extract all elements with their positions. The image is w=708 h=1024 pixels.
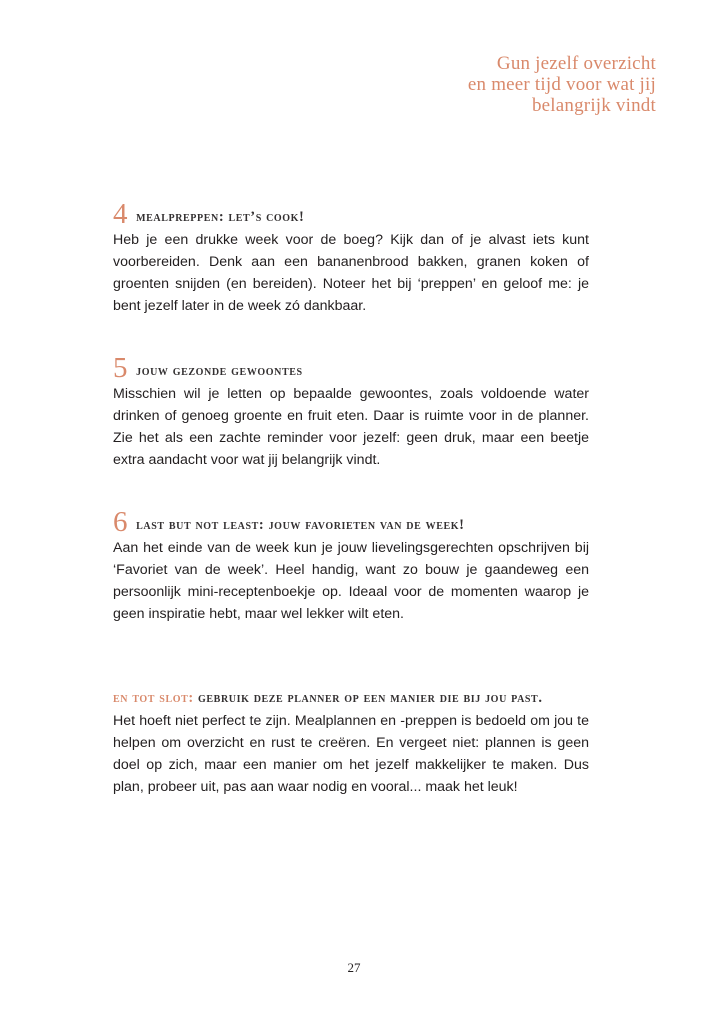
section-body: Het hoeft niet perfect te zijn. Mealplannen en -preppen is bedoeld om jou te helpen om overzicht en rust te creëren. En vergeet niet: plannen is geen doel op zich, maar een manier om het jezelf makkelijker te maken. Dus plan, probeer uit, pas aan waar nodig en vooral... maak het leuk! xyxy=(113,713,589,795)
section-body: Misschien wil je letten op bepaalde gewoontes, zoals voldoende water drinken of genoeg groente en fruit eten. Daar is ruimte voor in de planner. Zie het als een zachte reminder voor jezelf: geen druk, maar een beetje extra aandacht voor wat jij belangrijk vindt. xyxy=(113,386,589,468)
section-6 xyxy=(113,506,589,625)
header-line-3: belangrijk vindt xyxy=(531,95,656,116)
header-line-2: en meer tijd voor wat jij xyxy=(467,74,656,95)
section-heading xyxy=(113,198,589,230)
section-body: Aan het einde van de week kun je jouw lievelingsgerechten opschrijven bij ‘Favoriet van de week’. Heel handig, want zo bouw je gaandeweg een persoonlijk mini-receptenboekje op. Ideaal voor de momenten waarop je geen inspiratie hebt, maar wel lekker wilt eten. xyxy=(113,540,589,622)
section-accent-label: en tot slot: xyxy=(113,690,194,706)
page-number: 27 xyxy=(347,960,361,975)
section-4 xyxy=(113,198,589,317)
section-title: mealpreppen: let’s cook! xyxy=(136,209,305,225)
section-5 xyxy=(113,352,589,471)
section-heading xyxy=(113,687,589,710)
section-title: jouw gezonde gewoontes xyxy=(136,363,303,379)
section-body: Heb je een drukke week voor de boeg? Kijk dan of je alvast iets kunt voorbereiden. Denk aan een bananenbrood bakken, granen koken of groenten snijden (en bereiden). Noteer het bij ‘preppen’ en geloof me: je bent jezelf later in de week zó dankbaar. xyxy=(113,232,589,314)
section-heading xyxy=(113,506,589,538)
section-number: 6 xyxy=(113,506,129,538)
section-number: 5 xyxy=(113,352,129,384)
section-heading xyxy=(113,352,589,384)
section-number: 4 xyxy=(113,198,129,230)
chapter-header xyxy=(468,53,656,116)
header-line-1: Gun jezelf overzicht xyxy=(496,53,656,74)
section-closing xyxy=(113,687,589,798)
section-title: gebruik deze planner op een manier die bij jou past. xyxy=(198,690,543,706)
section-title: last but not least: jouw favorieten van de week! xyxy=(136,517,465,533)
